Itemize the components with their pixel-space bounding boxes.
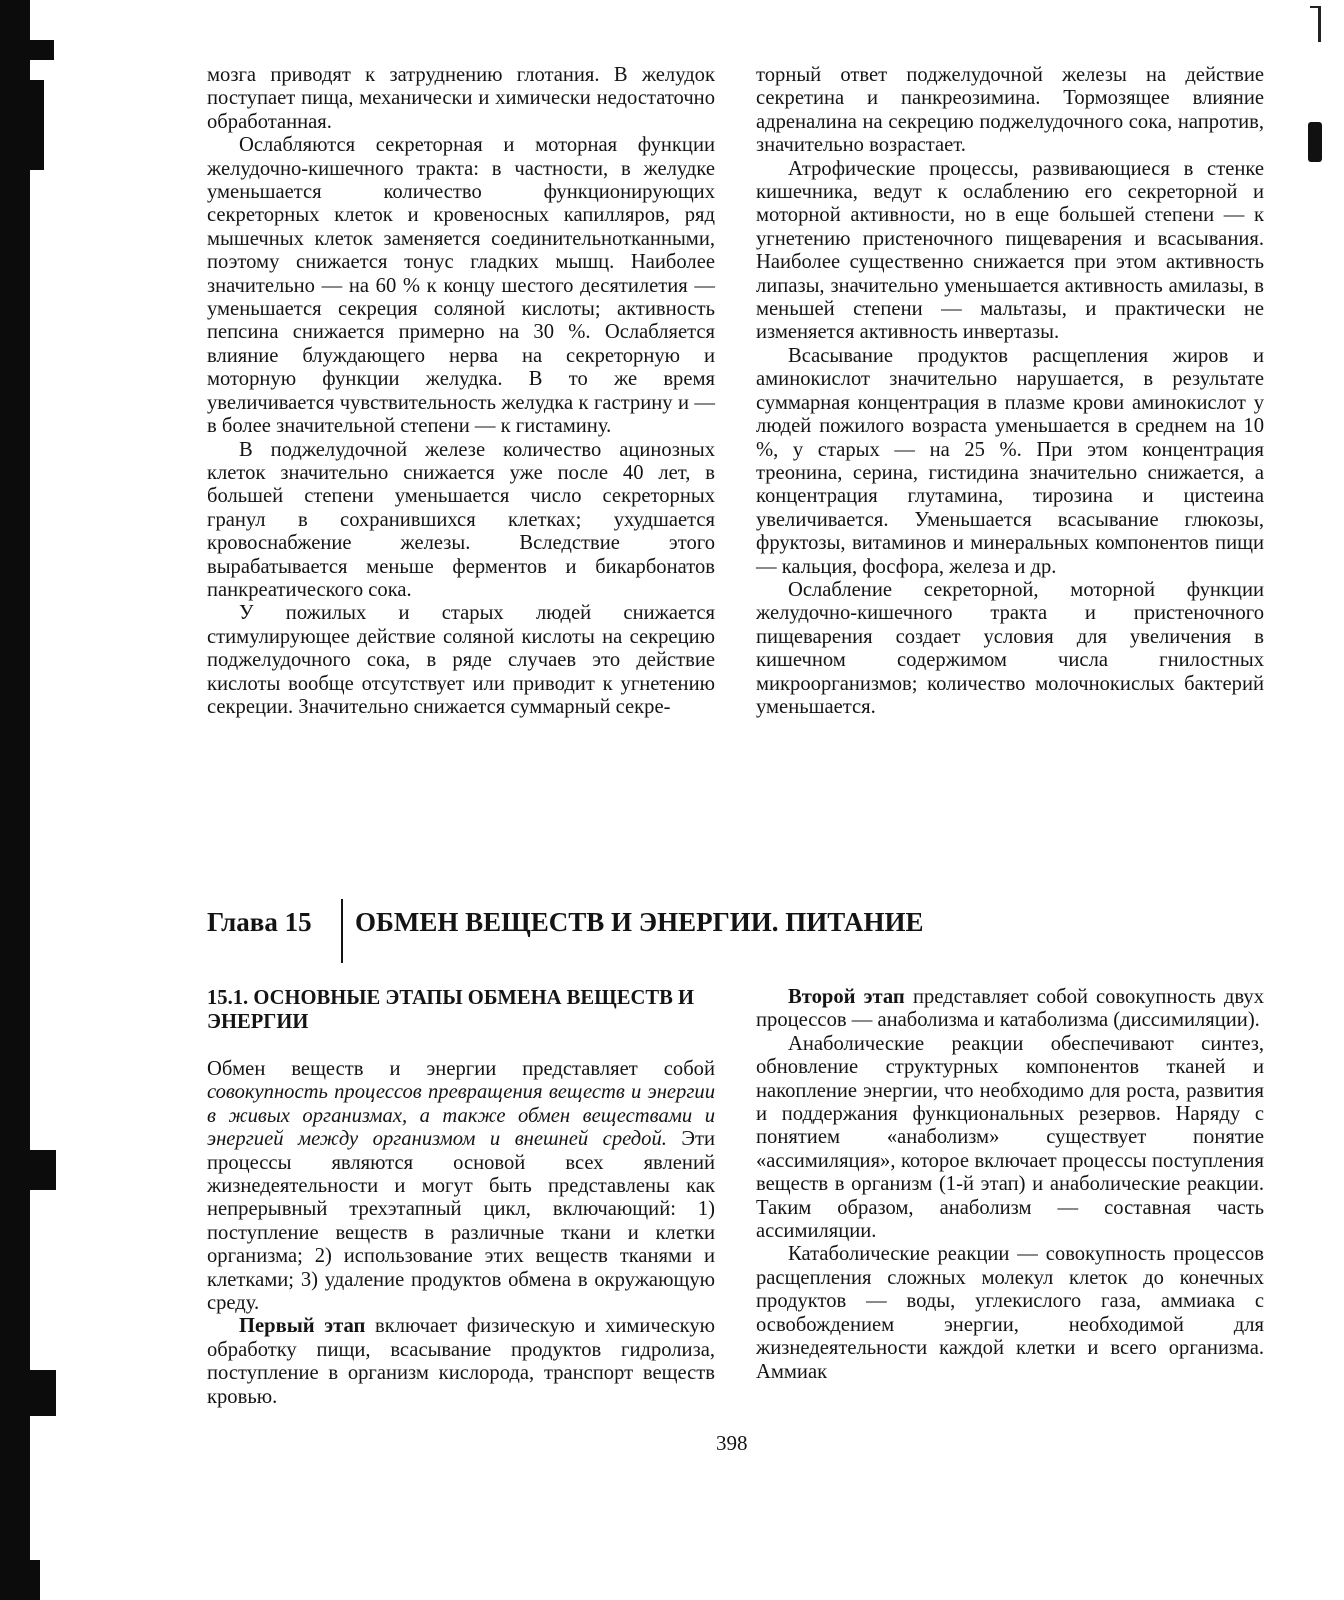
paragraph: торный ответ поджелудочной железы на действие секретина и панкреозимина. Тормозящее влияние адреналина на секрецию поджелудочного сока, напротив, значительно возрастает. [756, 64, 1264, 157]
paragraph [207, 1058, 715, 1315]
paragraph-text: представляет собой совокупность двух процессов — анаболизма и катаболизма (диссимиляции). [756, 986, 1264, 1032]
term-bold: Второй этап [788, 986, 905, 1008]
chapter-title: ОБМЕН ВЕЩЕСТВ И ЭНЕРГИИ. ПИТАНИЕ [355, 907, 924, 937]
paragraph: мозга приводят к затруднению глотания. В желудок поступает пища, механически и химически недостаточно обработанная. [207, 64, 715, 133]
scan-notch-upper [30, 80, 44, 170]
paragraph: Ослабление секреторной, моторной функции желудочно-кишечного тракта и пристеночного пищеварения создает условия для увеличения в кишечном содержимом числа гнилостных микроорганизмов; количество молочнокислых бактерий уменьшается. [756, 578, 1264, 718]
paragraph: Анаболические реакции обеспечивают синтез, обновление структурных компонентов тканей и накопление энергии, что необходимо для роста, развития и поддержания функциональных резервов. Наряду с понятием «анаболизм» существует понятие «ассимиляция», которое включает процессы поступления веществ в организм (1-й этап) и анаболические реакции. Таким образом, анаболизм — составная часть ассимиляции. [756, 1032, 1264, 1243]
top-left-column [207, 64, 715, 719]
paragraph [756, 986, 1264, 1033]
page-number: 398 [716, 1431, 748, 1455]
paragraph-text: включает физическую и химическую обработку пищи, всасывание продуктов гидролиза, поступление в организм кислорода, транспорт веществ кровью. [207, 1315, 716, 1408]
scan-left-edge-shadow [0, 0, 30, 1600]
paragraph-text: Эти процессы являются основой всех явлений жизнедеятельности и могут быть представлены как непрерывный трехэтапный цикл, включающий: 1) поступление веществ в различные ткани и клетки организма; 2) использование этих веществ тканями и клетками; 3) удаление продуктов обмена в окружающую среду. [207, 1128, 716, 1315]
paragraph [207, 1315, 715, 1409]
scan-corner-mark [1318, 6, 1321, 42]
scan-notch-lower [30, 1370, 56, 1416]
paragraph: Атрофические процессы, развивающиеся в стенке кишечника, ведут к ослаблению его секреторной и моторной активности, но в еще большей степени — к угнетению пристеночного пищеварения и всасывания. Наиболее существенно снижается при этом активность липазы, значительно уменьшается активность амилазы, в меньшей степени — мальтазы, и практически не изменяется активность инвертазы. [756, 157, 1264, 344]
paragraph-text: Обмен веществ и энергии представляет собой [207, 1058, 715, 1080]
section-heading: 15.1. ОСНОВНЫЕ ЭТАПЫ ОБМЕНА ВЕЩЕСТВ И ЭНЕРГИИ [207, 987, 694, 1033]
paragraph: В поджелудочной железе количество ацинозных клеток значительно снижается уже после 40 лет, в большей степени уменьшается число секреторных гранул в сохранившихся клетках; ухудшается кровоснабжение железы. Вследствие этого вырабатывается меньше ферментов и бикарбонатов панкреатического сока. [207, 438, 715, 601]
scan-notch-middle [30, 1150, 56, 1190]
paragraph: Катаболические реакции — совокупность процессов расщепления сложных молекул клеток до конечных продуктов — воды, углекислого газа, аммиака с освобождением энергии, необходимой для жизнедеятельности каждой клетки и всего организма. Аммиак [756, 1243, 1264, 1383]
paragraph: Всасывание продуктов расщепления жиров и аминокислот значительно нарушается, в результате суммарная концентрация в плазме крови аминокислот у людей пожилого возраста уменьшается в среднем на 10 %, у старых — на 25 %. При этом концентрация треонина, серина, гистидина значительно снижается, а концентрация глутамина, тирозина и цистеина увеличивается. Уменьшается всасывание глюкозы, фруктозы, витаминов и минеральных компонентов пищи — кальция, фосфора, железа и др. [756, 344, 1264, 578]
scan-notch-bottom [0, 1560, 40, 1600]
chapter-number: Глава 15 [207, 907, 312, 937]
scan-right-blot [1308, 122, 1322, 162]
term-bold: Первый этап [239, 1315, 366, 1338]
paragraph: Ослабляются секреторная и моторная функции желудочно-кишечного тракта: в частности, в желудке уменьшается количество функционирующих секреторных клеток и кровеносных капилляров, ряд мышечных клеток заменяется соединительнотканными, поэтому снижается тонус гладких мышц. Наиболее значительно — на 60 % к концу шестого десятилетия — уменьшается секреция соляной кислоты; активность пепсина снижается примерно на 30 %. Ослабляется влияние блуждающего нерва на секреторную и моторную функции желудка. В то же время увеличивается чувствительность желудка к гастрину и — в более значительной степени — к гистамину. [207, 134, 715, 438]
bottom-right-column [756, 986, 1264, 1384]
chapter-divider [341, 899, 343, 963]
chapter-heading [207, 899, 1257, 963]
paragraph: У пожилых и старых людей снижается стимулирующее действие соляной кислоты на секрецию поджелудочного сока, в ряде случаев это действие кислоты вообще отсутствует или приводит к угнетению секреции. Значительно снижается суммарный секре- [207, 602, 715, 718]
scan-notch-top [30, 40, 54, 60]
bottom-left-column [207, 1058, 715, 1409]
top-right-column [756, 64, 1264, 719]
definition-italic: совокупность процессов превращения веществ и энергии в живых организмах, а также обмен веществами и энергией между организмом и внешней средой. [207, 1081, 715, 1151]
